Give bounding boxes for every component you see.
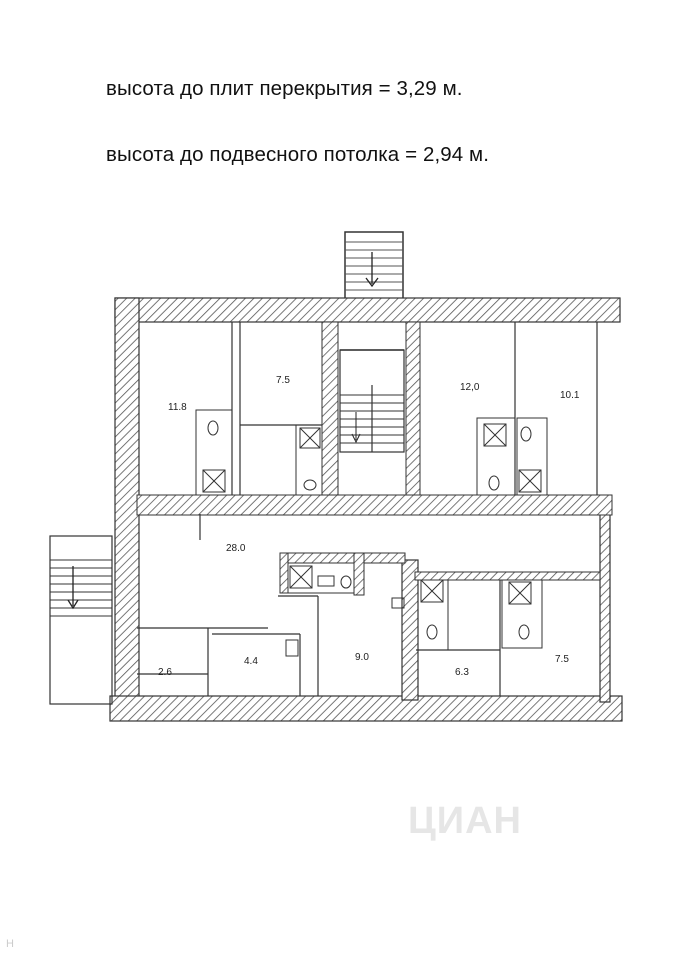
ceiling-height-text: высота до подвесного потолка = 2,94 м. — [106, 143, 490, 166]
room-area-label: 6.3 — [455, 667, 469, 678]
interior-walls — [137, 322, 612, 595]
slab-height-text: высота до плит перекрытия = 3,29 м. — [106, 77, 463, 100]
room-area-label: 28.0 — [226, 543, 246, 554]
room-area-label: 9.0 — [355, 652, 369, 663]
watermark-logo: ЦИАН — [408, 800, 522, 842]
interior-staircase — [340, 350, 404, 452]
room-area-label: 7.5 — [276, 375, 290, 386]
room-area-label: 10.1 — [560, 390, 580, 401]
room-area-label: 4.4 — [244, 656, 258, 667]
room-area-label: 7.5 — [555, 654, 569, 665]
room-area-label: 11.8 — [168, 402, 187, 413]
room-area-label: 12,0 — [460, 382, 480, 393]
room-area-label: 2.6 — [158, 667, 172, 678]
top-staircase — [345, 232, 403, 300]
left-staircase — [50, 536, 112, 704]
corner-mark: H — [6, 938, 14, 950]
